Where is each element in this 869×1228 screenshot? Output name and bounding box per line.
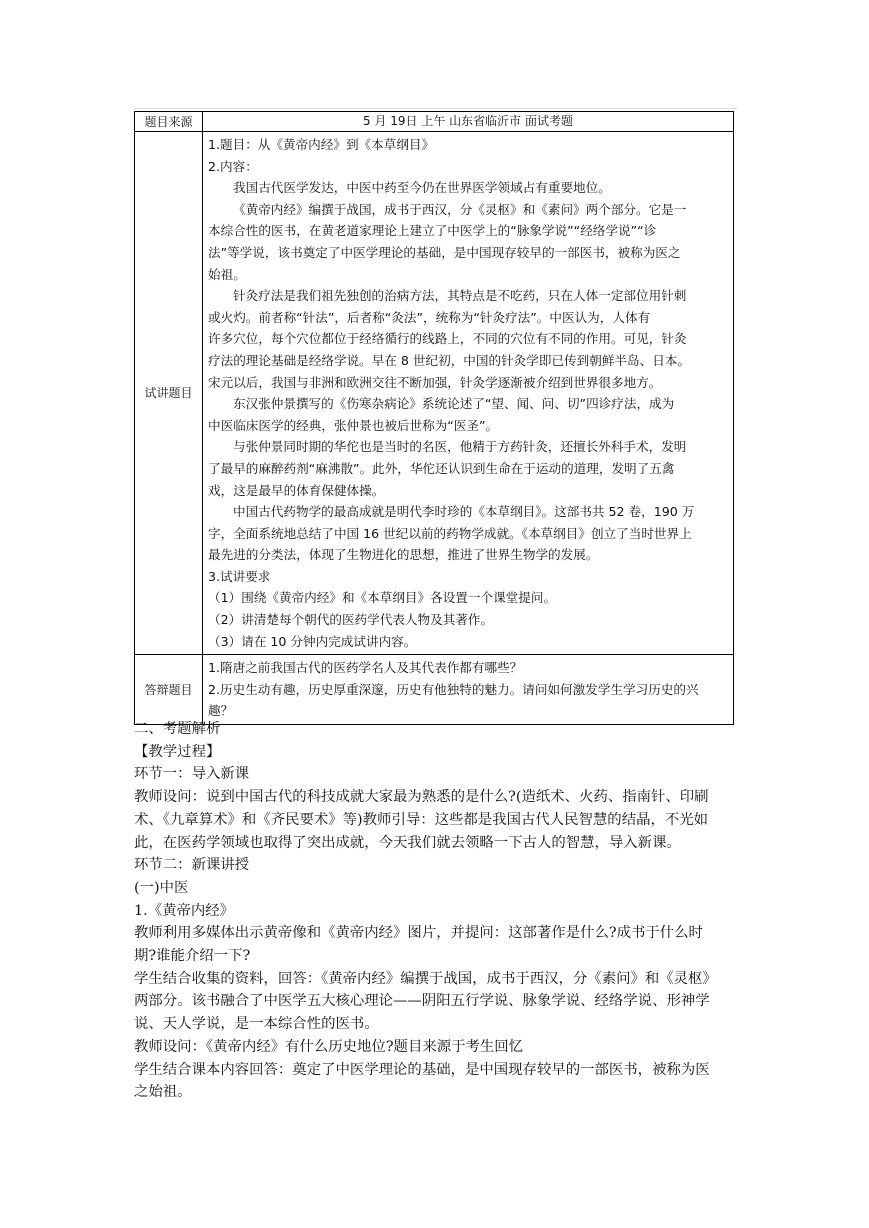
trial-line: 2.内容： [208,158,258,174]
source-row [135,112,734,132]
trial-line: 东汉张仲景撰写的《伤寒杂病论》系统论述了“望、闻、问、切”四诊疗法，成为 [233,396,675,412]
trial-line: 我国古代医学发达，中医中药至今仍在世界医学领域占有重要地位。 [233,180,611,196]
defense-line: 2.历史生动有趣，历史厚重深邃，历史有他独特的魅力。请问如何激发学生学习历史的兴 [208,681,699,697]
source-label: 题目来源 [135,112,203,132]
trial-line: 最先进的分类法，体现了生物进化的思想，推进了世界生物学的发展。 [208,547,599,563]
step-heading: 环节一：导入新课 [134,766,250,783]
trial-line: 了最早的麻醉药剂“麻沸散”。此外，华佗还认识到生命在于运动的道理，发明了五禽 [208,460,675,476]
body-line: 期?谁能介绍一下? [134,948,251,965]
trial-line: 中国古代药物学的最高成就是明代李时珍的《本草纲目》。这部书共 52 卷，190 万 [233,504,695,520]
subsection-heading: 【教学过程】 [134,743,221,760]
trial-content [203,132,734,655]
body-line: 1.《黄帝内经》 [134,902,235,919]
defense-content [203,655,734,725]
step-heading: 环节二：新课讲授 [134,857,250,874]
trial-row [135,132,734,655]
trial-line: （2）讲清楚每个朝代的医药学代表人物及其著作。 [208,612,494,628]
trial-line: 《黄帝内经》编撰于战国，成书于西汉，分《灵枢》和《素问》两个部分。它是一 [233,201,687,217]
body-line: 术、《九章算术》和《齐民要术》等)教师引导：这些都是我国古代人民智慧的结晶，不光如 [134,811,709,828]
body-line: 此，在医药学领域也取得了突出成就，今天我们就去领略一下古人的智慧，导入新课。 [134,834,681,851]
trial-line: 始祖。 [208,266,246,282]
defense-line: 趣？ [208,703,234,719]
body-line: 学生结合课本内容回答：奠定了中医学理论的基础，是中国现存较早的一部医书，被称为医 [134,1061,710,1078]
body-line: 说、天人学说，是一本综合性的医书。 [134,1016,379,1033]
trial-line: 疗法的理论基础是经络学说。早在 8 世纪初，中国的针灸学即已传到朝鲜半岛、日本。 [208,352,690,368]
trial-line: 本综合性的医书，在黄老道家理论上建立了中医学上的“脉象学说”“经络学说”“诊 [208,223,657,239]
trial-line: （3）请在 10 分钟内完成试讲内容。 [208,633,417,649]
trial-line: 戏，这是最早的体育保健体操。 [208,482,385,498]
body-line: (一)中医 [134,879,189,896]
trial-line: 与张仲景同时期的华佗也是当时的名医，他精于方药针灸，还擅长外科手术，发明 [233,439,687,455]
trial-line: 法”等学说，该书奠定了中医学理论的基础，是中国现存较早的一部医书，被称为医之 [208,244,681,260]
body-line: 教师设问：《黄帝内经》有什么历史地位?题目来源于考生回忆 [134,1038,524,1055]
body-line: 之始祖。 [134,1084,192,1101]
section-heading: 二、考题解析 [134,721,221,737]
trial-label: 试讲题目 [135,132,203,655]
trial-line: 或火灼。前者称“针法”，后者称“灸法”，统称为“针灸疗法”。中医认为，人体有 [208,309,651,325]
body-line: 教师利用多媒体出示黄帝像和《黄帝内经》图片，并提问：这部著作是什么?成书于什么时 [134,925,703,942]
trial-line: 许多穴位，每个穴位都位于经络循行的线路上，不同的穴位有不同的作用。可见，针灸 [208,331,687,347]
trial-line: 中医临床医学的经典，张仲景也被后世称为“医圣”。 [208,417,499,433]
defense-row [135,655,734,725]
trial-line: 字，全面系统地总结了中国 16 世纪以前的药物学成就。《本草纲目》创立了当时世界上 [208,525,692,541]
body-line: 两部分。该书融合了中医学五大核心理论——阴阳五行学说、脉象学说、经络学说、形神学 [134,993,710,1010]
header-rule [134,108,737,109]
defense-label: 答辩题目 [135,655,203,725]
analysis-section [134,718,737,1104]
trial-line: 3.试讲要求 [208,568,271,584]
trial-line: （1）围绕《黄帝内经》和《本草纲目》各设置一个课堂提问。 [208,590,557,606]
exam-info-table [134,111,734,725]
source-value: 5 月 19日 上午 山东省临沂市 面试考题 [203,112,734,132]
trial-line: 1.题目：从《黄帝内经》到《本草纲目》 [208,137,435,152]
defense-line: 1.隋唐之前我国古代的医药学名人及其代表作都有哪些？ [208,660,523,676]
trial-line: 针灸疗法是我们祖先独创的治病方法，其特点是不吃药，只在人体一定部位用针刺 [233,288,687,304]
body-line: 教师设问：说到中国古代的科技成就大家最为熟悉的是什么?(造纸术、火药、指南针、印刷 [134,789,709,806]
body-line: 学生结合收集的资料，回答：《黄帝内经》编撰于战国，成书于西汉，分《素问》和《灵枢》 [134,970,717,987]
trial-line: 宋元以后，我国与非洲和欧洲交往不断加强，针灸学逐渐被介绍到世界很多地方。 [208,374,662,390]
